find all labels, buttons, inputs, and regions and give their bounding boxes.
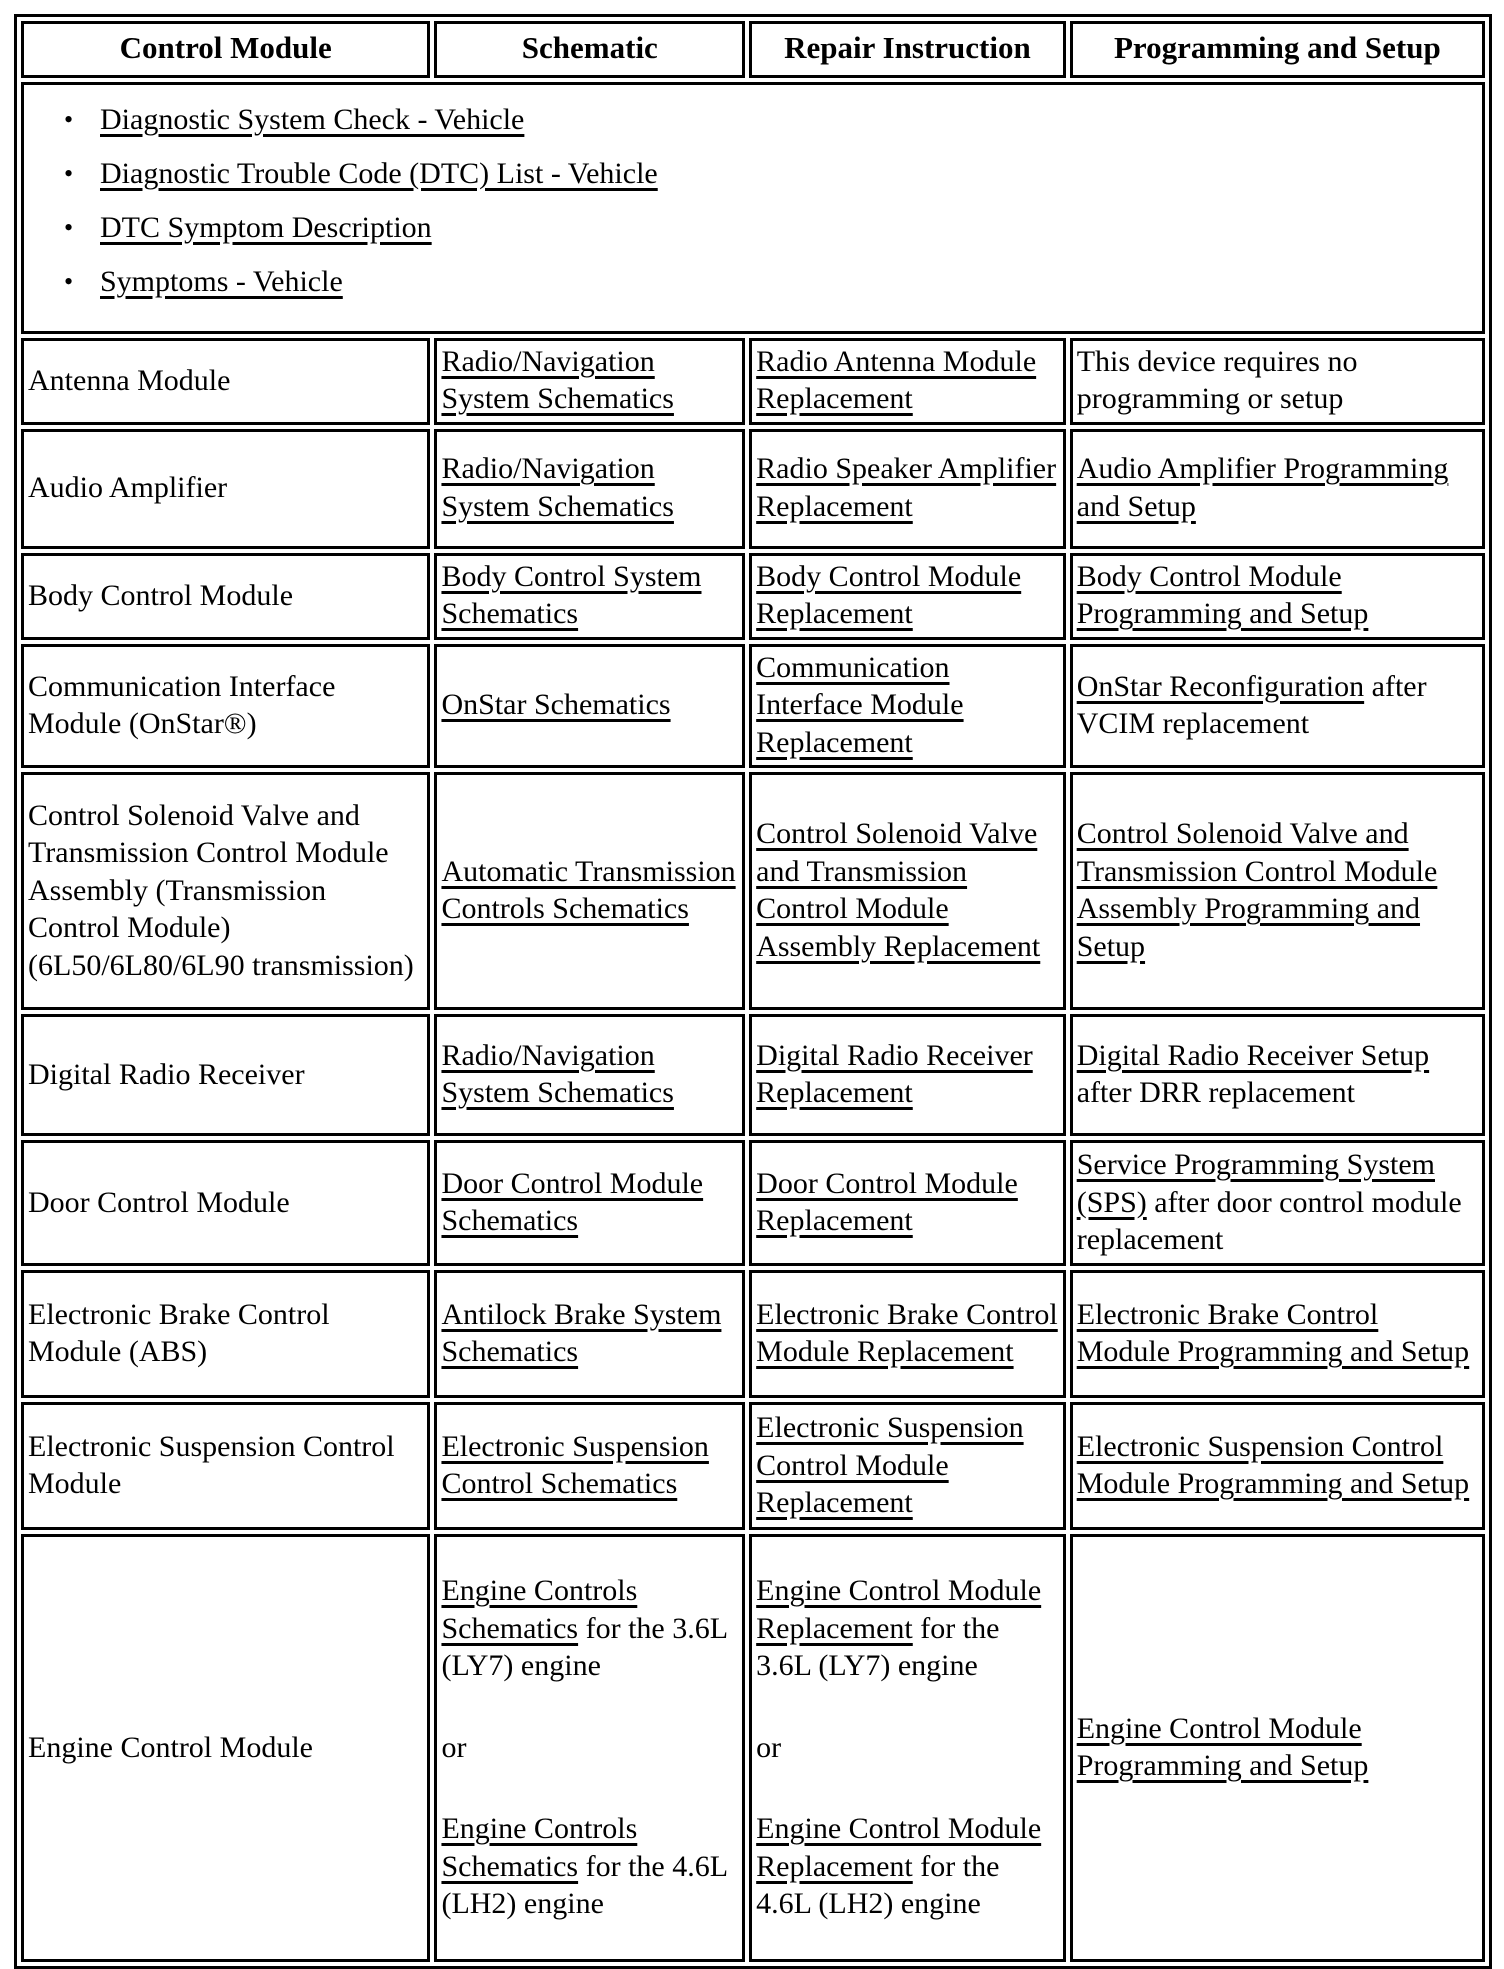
cell-programming: [1070, 429, 1485, 549]
cell-repair: [749, 1534, 1066, 1962]
cell-text: Body Control Module: [28, 578, 294, 612]
doc-link[interactable]: Digital Radio Receiver Replacement: [756, 1038, 1033, 1110]
cell-paragraph: [441, 853, 739, 928]
cell-programming: [1070, 1140, 1485, 1266]
doc-link[interactable]: Engine Controls Schematics: [441, 1574, 638, 1645]
cell-repair: [749, 1140, 1066, 1266]
cell-paragraph: [1077, 1296, 1479, 1371]
cell-programming: [1070, 1402, 1485, 1530]
cell-schematic: [434, 338, 745, 425]
header-row: [21, 21, 1485, 78]
cell-paragraph: [28, 1184, 424, 1222]
cell-paragraph: [441, 1572, 739, 1685]
cell-paragraph: [756, 1037, 1060, 1112]
cell-text: This device requires no programming or setup: [1076, 344, 1358, 416]
cell-schematic: [434, 1402, 745, 1530]
doc-link[interactable]: Electronic Suspension Control Schematics: [441, 1429, 709, 1501]
cell-module: [21, 644, 430, 769]
doc-link[interactable]: Control Solenoid Valve and Transmission Control Module Assembly Replacement: [756, 817, 1041, 963]
cell-programming: [1070, 1534, 1485, 1962]
cell-text: for the 4.6L (LH2) engine: [756, 1849, 1000, 1920]
cell-paragraph: [441, 558, 739, 633]
doc-link[interactable]: Symptoms - Vehicle: [100, 264, 343, 298]
doc-link[interactable]: Body Control Module Replacement: [756, 559, 1022, 631]
cell-text: Electronic Brake Control Module (ABS): [28, 1297, 330, 1369]
cell-text: after DRR replacement: [1076, 1076, 1355, 1110]
cell-paragraph: [1077, 1037, 1479, 1112]
cell-paragraph: [441, 1428, 739, 1503]
cell-paragraph: [441, 1296, 739, 1371]
doc-link[interactable]: Audio Amplifier Programming and Setup: [1076, 452, 1449, 523]
doc-link[interactable]: Engine Control Module Programming and Setup: [1076, 1711, 1369, 1783]
cell-schematic: [434, 1140, 745, 1266]
cell-text: after VCIM replacement: [1076, 669, 1427, 740]
control-module-reference-table: [14, 14, 1492, 1969]
table-row: [21, 553, 1485, 640]
cell-text: Antenna Module: [28, 363, 231, 397]
cell-text: Engine Control Module: [28, 1730, 313, 1764]
doc-link[interactable]: Diagnostic System Check - Vehicle: [100, 102, 525, 136]
cell-repair: [749, 644, 1066, 769]
cell-paragraph: [28, 362, 424, 400]
cell-paragraph: [441, 686, 739, 724]
doc-link[interactable]: Electronic Brake Control Module Programming and Setup: [1076, 1297, 1470, 1369]
cell-schematic: [434, 1270, 745, 1398]
doc-link[interactable]: Body Control System Schematics: [441, 559, 702, 631]
column-header-schematic: Schematic: [434, 21, 745, 78]
doc-link[interactable]: Antilock Brake System Schematics: [441, 1297, 722, 1369]
cell-repair: [749, 1014, 1066, 1136]
cell-repair: [749, 429, 1066, 549]
cell-paragraph: [441, 1729, 739, 1767]
quick-link-item: [64, 209, 1472, 247]
cell-schematic: [434, 1534, 745, 1962]
cell-schematic: [434, 772, 745, 1010]
cell-schematic: [434, 429, 745, 549]
doc-link[interactable]: Engine Control Module Replacement: [756, 1574, 1042, 1645]
cell-programming: [1070, 1270, 1485, 1398]
cell-paragraph: [1077, 343, 1479, 418]
doc-link[interactable]: Engine Control Module Replacement: [756, 1812, 1042, 1883]
cell-paragraph: [441, 1037, 739, 1112]
doc-link[interactable]: OnStar Reconfiguration: [1076, 669, 1365, 703]
table-row: [21, 1140, 1485, 1266]
cell-paragraph: [1077, 815, 1479, 965]
cell-paragraph: [756, 815, 1060, 965]
table-row: [21, 772, 1485, 1010]
cell-schematic: [434, 1014, 745, 1136]
doc-link[interactable]: Body Control Module Programming and Setup: [1076, 559, 1369, 631]
doc-link[interactable]: Electronic Brake Control Module Replacement: [756, 1297, 1058, 1369]
cell-paragraph: [441, 343, 739, 418]
cell-module: [21, 553, 430, 640]
cell-paragraph: [1077, 1146, 1479, 1259]
table-row: [21, 1014, 1485, 1136]
doc-link[interactable]: Radio Speaker Amplifier Replacement: [756, 452, 1057, 523]
cell-module: [21, 1402, 430, 1530]
table-row: [21, 1270, 1485, 1398]
cell-paragraph: [756, 1572, 1060, 1685]
cell-paragraph: [1077, 1428, 1479, 1503]
quick-link-item: [64, 263, 1472, 301]
bullet-icon: •: [64, 104, 74, 134]
cell-paragraph: [756, 1165, 1060, 1240]
doc-link[interactable]: Diagnostic Trouble Code (DTC) List - Vehicle: [100, 156, 658, 190]
bullet-icon: •: [64, 158, 74, 188]
doc-link[interactable]: OnStar Schematics: [441, 688, 671, 722]
cell-module: [21, 1534, 430, 1962]
cell-repair: [749, 1402, 1066, 1530]
doc-link[interactable]: Engine Controls Schematics: [441, 1812, 638, 1883]
cell-text: Digital Radio Receiver: [28, 1057, 305, 1091]
cell-paragraph: [756, 1296, 1060, 1371]
doc-link[interactable]: Door Control Module Replacement: [756, 1166, 1018, 1238]
doc-link[interactable]: Radio/Navigation System Schematics: [441, 1038, 674, 1110]
table-row: [21, 338, 1485, 425]
cell-paragraph: [1077, 450, 1479, 525]
quick-links-row: [21, 82, 1485, 334]
quick-link-item: [64, 155, 1472, 193]
doc-link[interactable]: Door Control Module Schematics: [441, 1166, 704, 1238]
cell-paragraph: [28, 469, 424, 507]
cell-text: or: [756, 1730, 782, 1764]
cell-paragraph: [28, 1428, 424, 1503]
cell-paragraph: [1077, 558, 1479, 633]
cell-paragraph: [1077, 1710, 1479, 1785]
doc-link[interactable]: Radio Antenna Module Replacement: [756, 344, 1037, 416]
cell-paragraph: [756, 1409, 1060, 1522]
cell-module: [21, 338, 430, 425]
cell-module: [21, 772, 430, 1010]
cell-paragraph: [28, 577, 424, 615]
cell-paragraph: [756, 343, 1060, 418]
cell-text: Control Solenoid Valve and Transmission Control Module Assembly (Transmission Control Module) (6L50/6L80/6L90 transmission): [28, 798, 414, 982]
table-row: [21, 644, 1485, 769]
cell-paragraph: [756, 649, 1060, 762]
cell-paragraph: [28, 1056, 424, 1094]
column-header-programming-setup: Programming and Setup: [1070, 21, 1485, 78]
column-header-repair-instruction: Repair Instruction: [749, 21, 1066, 78]
doc-link[interactable]: Automatic Transmission Controls Schematics: [441, 854, 736, 926]
cell-paragraph: [756, 1729, 1060, 1767]
cell-module: [21, 1014, 430, 1136]
cell-paragraph: [28, 668, 424, 743]
cell-text: for the 4.6L (LH2) engine: [441, 1849, 727, 1920]
cell-text: Audio Amplifier: [28, 471, 228, 504]
cell-programming: [1070, 772, 1485, 1010]
cell-text: Door Control Module: [28, 1185, 290, 1219]
cell-paragraph: [441, 1810, 739, 1923]
quick-link-item: [64, 101, 1472, 139]
table-row: [21, 429, 1485, 549]
quick-links: [21, 82, 1485, 334]
cell-text: Communication Interface Module (OnStar®): [28, 669, 336, 740]
cell-module: [21, 1140, 430, 1266]
doc-link[interactable]: Electronic Suspension Control Module Replacement: [756, 1411, 1024, 1519]
doc-link[interactable]: DTC Symptom Description: [100, 210, 432, 244]
cell-repair: [749, 338, 1066, 425]
bullet-icon: •: [64, 266, 74, 296]
doc-link[interactable]: Electronic Suspension Control Module Programming and Setup: [1076, 1429, 1470, 1501]
cell-text: after door control module replacement: [1076, 1185, 1462, 1256]
cell-programming: [1070, 553, 1485, 640]
doc-link[interactable]: Control Solenoid Valve and Transmission Control Module Assembly Programming and Setup: [1076, 817, 1438, 963]
cell-text: or: [441, 1730, 467, 1764]
cell-paragraph: [28, 797, 424, 985]
table-row: [21, 1402, 1485, 1530]
table-row: [21, 1534, 1485, 1962]
column-header-control-module: Control Module: [21, 21, 430, 78]
cell-paragraph: [756, 450, 1060, 525]
cell-programming: [1070, 1014, 1485, 1136]
cell-text: Electronic Suspension Control Module: [28, 1429, 395, 1501]
cell-paragraph: [441, 450, 739, 525]
cell-programming: [1070, 338, 1485, 425]
cell-text: for the 3.6L (LY7) engine: [441, 1611, 727, 1682]
cell-repair: [749, 1270, 1066, 1398]
cell-schematic: [434, 553, 745, 640]
cell-repair: [749, 553, 1066, 640]
doc-link[interactable]: Service Programming System (SPS): [1076, 1148, 1435, 1219]
cell-paragraph: [441, 1165, 739, 1240]
cell-paragraph: [28, 1296, 424, 1371]
cell-module: [21, 1270, 430, 1398]
cell-paragraph: [756, 1810, 1060, 1923]
cell-schematic: [434, 644, 745, 769]
doc-link[interactable]: Radio/Navigation System Schematics: [441, 344, 674, 416]
cell-paragraph: [756, 558, 1060, 633]
doc-link[interactable]: Radio/Navigation System Schematics: [441, 452, 674, 523]
cell-paragraph: [28, 1729, 424, 1767]
bullet-icon: •: [64, 212, 74, 242]
doc-link[interactable]: Communication Interface Module Replacement: [756, 650, 964, 759]
doc-link[interactable]: Digital Radio Receiver Setup: [1076, 1038, 1430, 1072]
cell-programming: [1070, 644, 1485, 769]
cell-module: [21, 429, 430, 549]
cell-text: for the 3.6L (LY7) engine: [756, 1611, 1000, 1682]
cell-repair: [749, 772, 1066, 1010]
cell-paragraph: [1077, 668, 1479, 743]
